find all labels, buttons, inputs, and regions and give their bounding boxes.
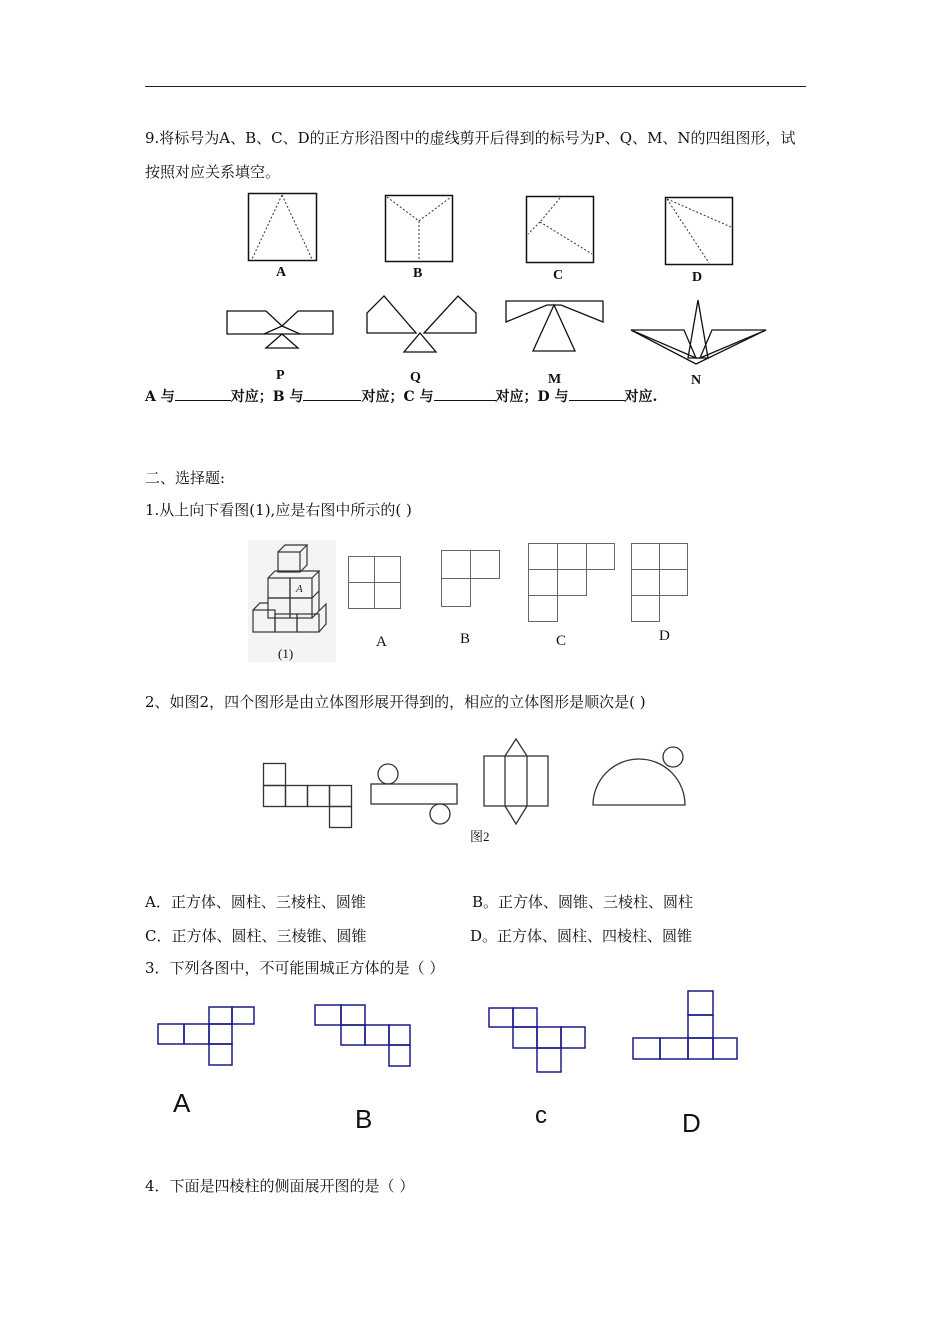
q2-cylinder-net-figure bbox=[370, 762, 460, 826]
q2-cube-net-figure bbox=[263, 763, 353, 829]
q2-option-c[interactable]: C．正方体、圆柱、三棱锥、圆锥 bbox=[145, 927, 367, 945]
q9-piece-label-q: Q bbox=[410, 370, 421, 385]
q9-piece-label-m: M bbox=[548, 372, 562, 387]
blank-4[interactable] bbox=[569, 386, 625, 401]
q2-text: 2、如图2，四个图形是由立体图形展开得到的，相应的立体图形是顺次是( ) bbox=[145, 693, 646, 711]
q9-square-label-d: D bbox=[692, 270, 703, 285]
q9-fill-d: 对应；D 与 bbox=[495, 389, 569, 405]
header-rule bbox=[145, 86, 806, 87]
blank-2[interactable] bbox=[303, 386, 361, 401]
q3-option-label-a[interactable]: A bbox=[173, 1088, 191, 1118]
q1-option-c-figure bbox=[528, 543, 616, 623]
q2-option-d[interactable]: D。正方体、圆柱、四棱柱、圆锥 bbox=[470, 927, 693, 945]
q1-figure-caption: (1) bbox=[278, 646, 294, 661]
q3-option-label-c[interactable]: c bbox=[535, 1102, 547, 1129]
q9-piece-q bbox=[366, 295, 478, 355]
blank-3[interactable] bbox=[434, 386, 496, 401]
q1-option-a-figure bbox=[348, 556, 402, 610]
q1-text: 1.从上向下看图(1),应是右图中所示的( ) bbox=[145, 501, 412, 519]
q9-square-c bbox=[526, 196, 596, 264]
q1-option-d-figure bbox=[631, 543, 689, 623]
q9-text-line2: 按照对应关系填空。 bbox=[145, 163, 281, 181]
q9-square-label-a: A bbox=[276, 265, 287, 280]
q3-option-label-b[interactable]: B bbox=[355, 1104, 373, 1134]
blank-1[interactable] bbox=[175, 386, 231, 401]
q1-option-label-a: A bbox=[376, 634, 387, 650]
q9-fill-c: 对应；C 与 bbox=[361, 389, 434, 405]
q2-option-b[interactable]: B。正方体、圆锥、三棱柱、圆柱 bbox=[472, 893, 694, 911]
q2-figure-caption: 图2 bbox=[470, 829, 490, 844]
q2-cone-net-figure bbox=[592, 745, 688, 807]
q3-net-d-figure bbox=[632, 990, 740, 1062]
q9-fill-end: 对应. bbox=[624, 389, 658, 405]
q1-cube-label: A bbox=[296, 583, 303, 595]
q9-square-b bbox=[385, 195, 455, 263]
q9-fill-a: A 与 bbox=[145, 389, 175, 405]
q9-fill-b: 对应；B 与 bbox=[230, 389, 304, 405]
q3-net-b-figure bbox=[314, 1004, 414, 1068]
q9-piece-label-p: P bbox=[276, 368, 285, 383]
q9-piece-m bbox=[505, 300, 605, 355]
section2-title: 二、选择题: bbox=[145, 469, 226, 487]
q9-piece-label-n: N bbox=[691, 373, 702, 388]
q3-net-c-figure bbox=[488, 1007, 588, 1075]
q9-square-label-c: C bbox=[553, 268, 564, 283]
q3-net-a-figure bbox=[157, 1006, 257, 1068]
q9-text-line1: 9.将标号为A、B、C、D的正方形沿图中的虚线剪开后得到的标号为P、Q、M、N的四组图形，试 bbox=[145, 129, 796, 147]
q3-option-label-d[interactable]: D bbox=[682, 1108, 701, 1138]
q9-fill-blank-row bbox=[145, 386, 657, 407]
q9-square-label-b: B bbox=[413, 266, 423, 281]
q1-option-label-c: C bbox=[556, 633, 567, 649]
q1-option-label-d: D bbox=[659, 628, 670, 644]
q2-option-a[interactable]: A．正方体、圆柱、三棱柱、圆锥 bbox=[145, 893, 366, 911]
q1-option-label-b: B bbox=[460, 631, 471, 647]
q4-text: 4．下面是四棱柱的侧面展开图的是（ ） bbox=[145, 1177, 415, 1195]
q9-piece-p bbox=[226, 310, 336, 352]
q9-piece-n bbox=[630, 298, 768, 368]
q2-prism-net-figure bbox=[483, 738, 549, 826]
q1-option-b-figure bbox=[441, 550, 501, 608]
q9-square-a bbox=[248, 193, 318, 263]
q9-square-d bbox=[665, 197, 735, 267]
q3-text: 3．下列各图中，不可能围城正方体的是（ ） bbox=[145, 959, 445, 977]
